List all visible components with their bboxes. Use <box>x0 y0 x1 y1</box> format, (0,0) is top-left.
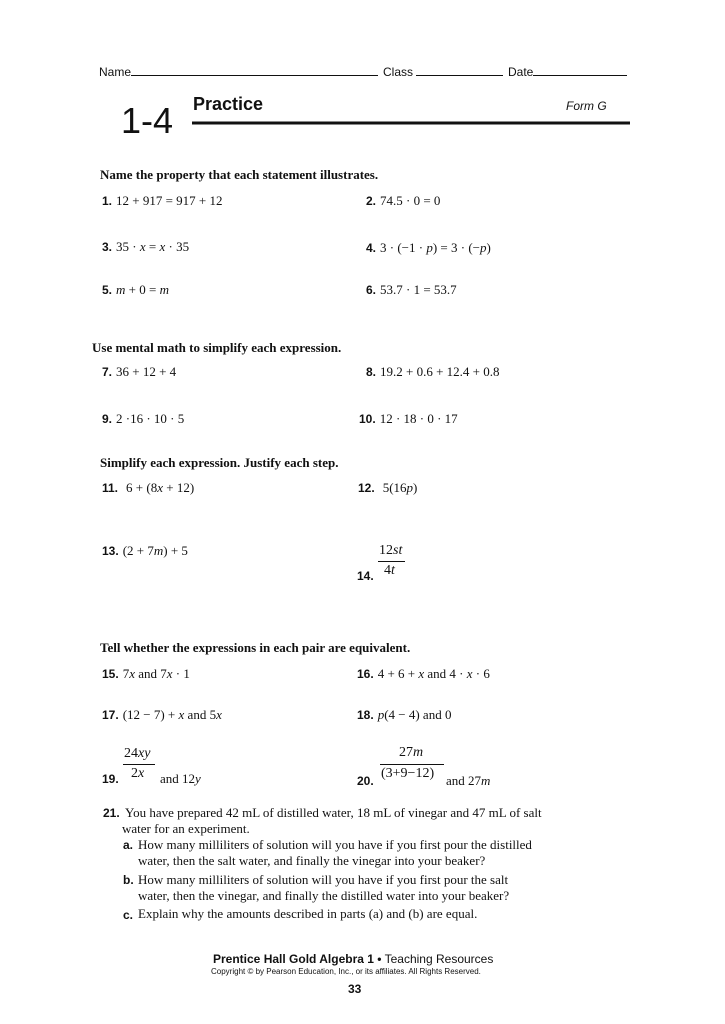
footer-bullet: • <box>377 952 382 966</box>
fraction-bar <box>378 561 405 562</box>
fraction-denominator: (3+9−12) <box>381 766 435 781</box>
problem-number: 8. <box>366 365 377 379</box>
problem-10 <box>359 410 458 428</box>
problem-expression: 6 + (8x + 12) <box>126 480 195 495</box>
name-label: Name <box>99 65 132 79</box>
class-blank[interactable] <box>416 64 503 76</box>
problem-number: 13. <box>102 544 119 558</box>
section-heading: Use mental math to simplify each expression. <box>92 340 342 355</box>
problem-17 <box>102 706 222 724</box>
section-heading: Tell whether the expressions in each pair are equivalent. <box>100 640 411 655</box>
fraction-numerator: 12st <box>379 543 403 558</box>
fraction-numerator: 27m <box>399 745 424 760</box>
date-blank[interactable] <box>533 64 627 76</box>
problem-4 <box>366 239 491 257</box>
section-heading: Name the property that each statement illustrates. <box>100 167 379 182</box>
problem-number: 18. <box>357 708 374 722</box>
problem-expression: 53.7 · 1 = 53.7 <box>380 282 457 297</box>
problem-2 <box>366 192 440 210</box>
problem-5 <box>102 281 169 299</box>
date-label: Date <box>508 65 534 79</box>
problem-number: 2. <box>366 194 377 208</box>
problem-number: 21. <box>103 806 120 820</box>
problem-number: 20. <box>357 774 374 788</box>
problem-number: 16. <box>357 667 374 681</box>
part-label: a. <box>123 838 134 852</box>
problem-expression: p(4 − 4) and 0 <box>377 707 452 722</box>
problem-number: 4. <box>366 241 377 255</box>
problem-number: 1. <box>102 194 113 208</box>
problem-expression: 7x and 7x · 1 <box>122 666 190 681</box>
problem-expression: 35 · x = x · 35 <box>116 239 190 254</box>
page-number: 33 <box>348 982 362 996</box>
problem-expression: 12 + 917 = 917 + 12 <box>116 193 223 208</box>
problem-number: 5. <box>102 283 113 297</box>
copyright: Copyright © by Pearson Education, Inc., or its affiliates. All Rights Reserved. <box>211 967 481 976</box>
problem-number: 9. <box>102 412 113 426</box>
problem-7 <box>102 363 176 381</box>
page-title: Practice <box>193 94 264 114</box>
problem-expression: 74.5 · 0 = 0 <box>380 193 441 208</box>
part-text: water, then the salt water, and finally the vinegar into your beaker? <box>138 853 486 868</box>
class-field <box>383 64 503 79</box>
fraction-bar <box>123 764 155 765</box>
book-title: Prentice Hall Gold Algebra 1 <box>213 952 374 966</box>
problem-number: 11. <box>102 481 119 495</box>
class-label: Class <box>383 65 414 79</box>
fraction-numerator: 24xy <box>124 746 151 761</box>
problem-expression: 36 + 12 + 4 <box>116 364 177 379</box>
problem-expression: (2 + 7m) + 5 <box>122 543 188 558</box>
fraction-bar <box>380 764 444 765</box>
problem-expression: (12 − 7) + x and 5x <box>122 707 222 722</box>
lesson-number: 1-4 <box>121 100 174 141</box>
fraction-denominator: 2x <box>131 766 145 781</box>
problem-15 <box>102 665 190 683</box>
section-heading: Simplify each expression. Justify each step. <box>100 455 339 470</box>
problem-number: 17. <box>102 708 119 722</box>
problem-number: 6. <box>366 283 377 297</box>
part-label: b. <box>123 873 134 887</box>
problem-tail: and 27m <box>446 773 491 788</box>
problem-text: water for an experiment. <box>122 821 250 836</box>
part-label: c. <box>123 908 134 922</box>
problem-number: 19. <box>102 772 119 786</box>
problem-18 <box>357 706 451 724</box>
problem-16 <box>357 665 490 683</box>
problem-9 <box>102 410 184 428</box>
problem-expression: 2 ·16 · 10 · 5 <box>116 411 185 426</box>
problem-expression: 12 · 18 · 0 · 17 <box>379 411 458 426</box>
problem-expression: 3 · (−1 · p) = 3 · (−p) <box>380 240 491 255</box>
problem-11 <box>102 479 194 497</box>
problem-number: 10. <box>359 412 376 426</box>
problem-tail: and 12y <box>160 771 201 786</box>
problem-1 <box>102 192 223 210</box>
problem-expression: 4 + 6 + x and 4 · x · 6 <box>377 666 490 681</box>
problem-number: 15. <box>102 667 119 681</box>
fraction-denominator: 4t <box>384 563 395 578</box>
name-blank[interactable] <box>131 64 378 76</box>
problem-number: 12. <box>358 481 375 495</box>
problem-expression: 5(16p) <box>382 480 418 495</box>
part-text: How many milliliters of solution will you have if you first pour the distilled <box>138 837 532 852</box>
name-field <box>99 64 378 79</box>
problem-expression: 19.2 + 0.6 + 12.4 + 0.8 <box>380 364 500 379</box>
footer-title <box>213 952 493 966</box>
problem-13 <box>102 542 188 560</box>
problem-number: 14. <box>357 569 374 583</box>
resource-title: Teaching Resources <box>384 952 494 966</box>
problem-6 <box>366 281 457 299</box>
part-text: water, then the vinegar, and finally the distilled water into your beaker? <box>138 888 510 903</box>
problem-8 <box>366 363 500 381</box>
title-rule <box>190 118 630 134</box>
problem-text: You have prepared 42 mL of distilled water, 18 mL of vinegar and 47 mL of salt <box>125 805 542 820</box>
part-text: Explain why the amounts described in parts (a) and (b) are equal. <box>138 906 478 921</box>
date-field <box>508 64 627 79</box>
form-label: Form G <box>566 99 607 113</box>
problem-number: 7. <box>102 365 113 379</box>
part-text: How many milliliters of solution will you have if you first pour the salt <box>138 872 509 887</box>
problem-expression: m + 0 = m <box>116 282 169 297</box>
problem-number: 3. <box>102 240 113 254</box>
problem-3 <box>102 238 189 256</box>
problem-12 <box>358 479 417 497</box>
